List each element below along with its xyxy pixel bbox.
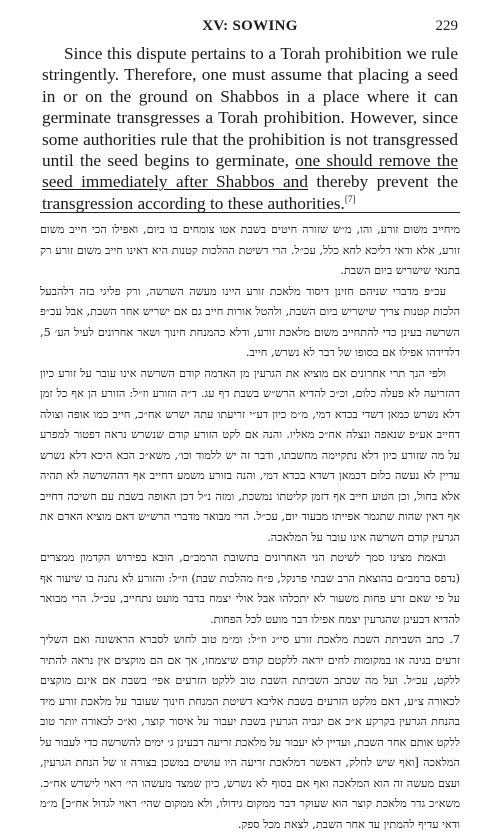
main-text-part2: thereby prevent the transgression according to these authorities. bbox=[42, 172, 458, 213]
footnotes-section bbox=[40, 220, 460, 835]
footnote-divider bbox=[40, 212, 460, 213]
main-text-underlined: one should remove the seed immediately after Shabbos and bbox=[42, 151, 458, 192]
main-text-part1: Since this dispute pertains to a Torah prohibition we rule stringently. Therefore, one must assume that placing a seed in or on the ground on Shabbos in a place where it can germinate transgresses a Torah prohibition. However, since some authorities rule that the prohibition is not transgressed until the seed begins to germinate, bbox=[42, 44, 458, 171]
footnote-paragraph: עכ״פ מדברי שניהם חזינן דיסוד מלאכת זורע היינו מעשה השרשה, ורק פליגי בזה דלהבעל הלכות קטנות צריך שישריש ביום השבת, ולהטל אורות חייב גם אם ישריש אחר השבת, אבל עכ״פ השרשה בעינן כדי להתחייב משום מלאכת זורע, ודלא כהמנחת חינוך ושאר אחרונים לעיל הע׳ 5, דלדידהו אפילו אם בסופו של דבר לא נשרש, חייב. bbox=[40, 284, 460, 359]
footnote-paragraph: ולפי הנך תרי אחרונים אם מוציא את הגרעין מן האדמה קודם השרשה אינו עובר על זורע כיון דהזריעה לא פעלה כלום, וכ״כ להדיא הרש״ש בשבת דף עג. ד״ה הזורע וז״ל: הזורע הן אף כל זמן דלא נשרש כמאן דשדי בכדא דמי, מ״מ כיון דע״י זריעתו עתה ישרש אח״כ, חייב כמו אופה וצולה דחייב אע״פ שנאפה ונצלה אח״כ מאליו. והנה אם לקט הזורע קודם שנשרש נראה דפטור למפרע על מה שזורע כיון דלא נתקיימה מחשבתו, ודבר זה יש ללמוד וכו׳, משא״כ הכא היכא דלא נשרש עדיין לא נעשה כלום דכמאן דשדא בכדא דמי, והנה בזורע משמע דחייב אף דההשרשה לא תהיה אלא בחול, וכן הטוע חייב אף דזמן קליטתו נמשכת, ומזה נ״ל דכן האופה בשבת עם חשיכה דחייב אף דאין שהות שתגמר אפייתו מבעוד יום, עכ״ל. הרי מבואר מדברי הרש״ש דאם מוציא האדם את הגרעין קודם השרשה אינו עובר על המלאכה. bbox=[40, 366, 460, 544]
running-head: XV: SOWING bbox=[202, 18, 298, 34]
page-number: 229 bbox=[435, 18, 458, 34]
footnote-paragraph: ובאמת מצינו סמך לשיטת הני האחרונים בתשובת הרמב״ם, הובא בפירוש הקדמון ממצרים (נדפס ברמב״ם בהוצאת הרב שבתי פרנקל, פ״ח מהלכות שבת) וז״ל: והזורע לא נתנה בו שיעור אף על פי שאם זרע פחות משעור לא יתכלהו אבל אולי יצמח בדבר מועט נתחייב, עכ״ל. הרי מבואר להדיא דבעינן שהגרעין יצמח אפילו דבר מועט לכל הפחות. bbox=[40, 551, 460, 626]
footnote-reference: [7] bbox=[344, 194, 356, 205]
main-paragraph bbox=[42, 43, 458, 214]
page-header bbox=[42, 18, 458, 40]
footnote-paragraph: מיחייב משום זורע, והו, מ״ש שזורה חיטים בשבת אטו צומחים בו ביום, ואפילו הכי חייב משום זורע, אלא ודאי דליכא לחא כלל, עכ״ל. הרי דשיטת ההלכות קטנות היא דאינו חייב משום זורע רק בתנאי שישריש ביום השבת. bbox=[40, 223, 460, 277]
footnote-7: 7. כתב השביתת השבת מלאכת זורע סי״ג וז״ל: ומ״מ טוב לחוש לסברא הראשונה ואם השליך זרעים בגינה או במקומות לחים יראה ללקטם קודם שיצמחו, אך אם הם מוקצים אין נראה להתיר ללקט, עכ״ל. ועל מה שכתב השביתת השבת טוב ללקט הזרעים אפי׳ בשבת אם אינם מוקצים לכאורה צ״ע, דאם מלקט הזרעים בשבת אליבא דשיטת המנחת חינוך שעובר על מלאכת זורע מיד בהנחת הגרעין בקרקע א״כ אם יגביה הגרעין בשבת יעבור על איסור קוצר, וא״כ לכאורה יותר טוב ללקט אותם אחר השבת, ועדיין לא יעבור על מלאכת זריעה דבעינן ג׳ ימים להשרשה כדי לעבור על המלאכה [ואף שיש לחלק, דאפשר דמלאכת זריעה היו עושים במשכן בצורה זו של הנחת הגרעין, ועצם מעשה זה הוא המלאכה ואף אם בסוף לא נשרש, כיון שמצד מעשהו הי׳ ראוי לישרש אח״כ. משא״כ גדר מלאכת קוצר הוא שעוקר דבר ממקום גידולו, ולא ממקום שהי׳ ראוי לגדול אח״כ] מ״מ ודאי עדיף להמתין עד אחר השבת, לצאת מכל ספק. bbox=[40, 633, 460, 831]
